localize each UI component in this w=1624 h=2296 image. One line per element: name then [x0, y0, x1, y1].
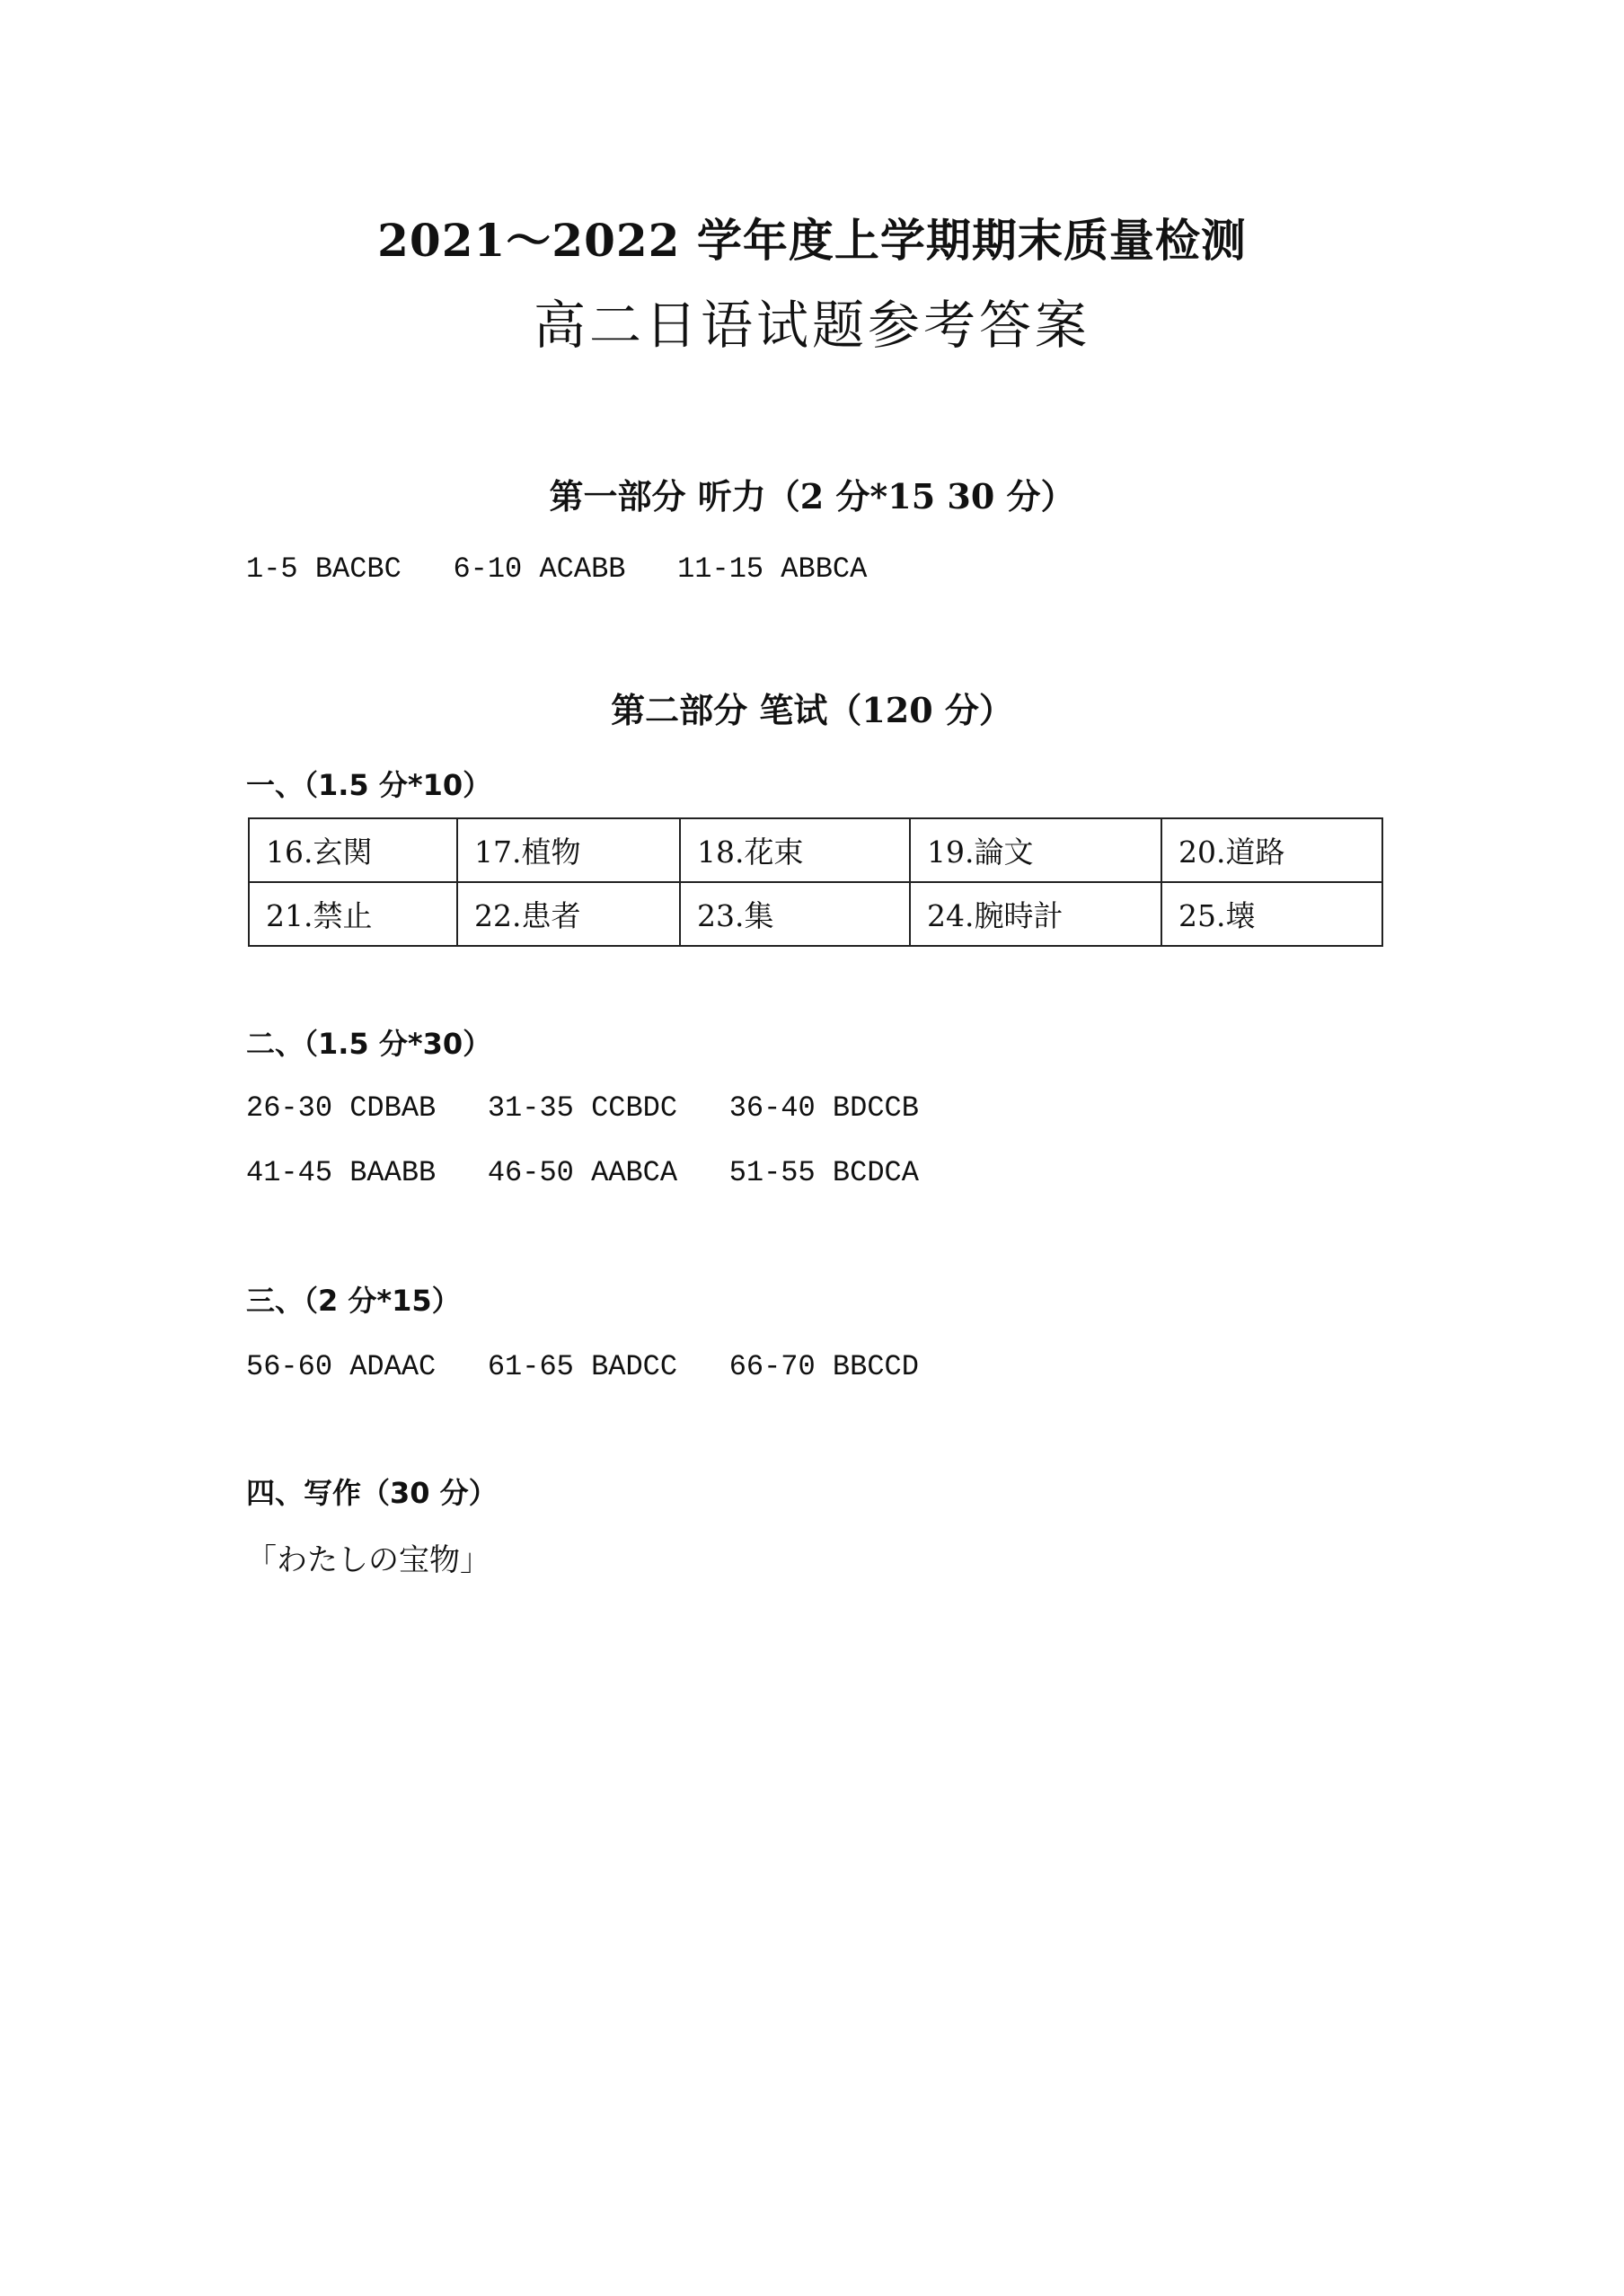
- vocab-answer-table: [248, 817, 1383, 947]
- table-cell: 18.花束: [680, 818, 910, 882]
- section1-heading: 一、（1.5 分*10）: [246, 768, 492, 802]
- section2-answers-line1: 26-30 CDBAB 31-35 CCBDC 36-40 BDCCB: [246, 1091, 919, 1125]
- table-cell: 20.道路: [1161, 818, 1382, 882]
- table-cell: 17.植物: [457, 818, 680, 882]
- table-cell: 22.患者: [457, 882, 680, 946]
- section2-answers-line2: 41-45 BAABB 46-50 AABCA 51-55 BCDCA: [246, 1156, 919, 1189]
- section4-heading: 四、写作（30 分）: [246, 1476, 498, 1510]
- table-row: [249, 882, 1382, 946]
- table-cell: 19.論文: [910, 818, 1161, 882]
- table-cell: 16.玄関: [249, 818, 457, 882]
- section3-answers-line1: 56-60 ADAAC 61-65 BADCC 66-70 BBCCD: [246, 1350, 919, 1383]
- table-cell: 21.禁止: [249, 882, 457, 946]
- document-title: 高二日语试题参考答案: [533, 295, 1090, 356]
- writing-prompt: 「わたしの宝物」: [246, 1542, 490, 1578]
- part2-heading: 第二部分 笔试（120 分）: [611, 690, 1013, 730]
- table-cell: 25.壊: [1161, 882, 1382, 946]
- table-cell: 24.腕時計: [910, 882, 1161, 946]
- exam-title: 2021～2022 学年度上学期期末质量检测: [377, 214, 1247, 267]
- section3-heading: 三、（2 分*15）: [246, 1284, 461, 1318]
- table-cell: 23.集: [680, 882, 910, 946]
- part1-heading: 第一部分 听力（2 分*15 30 分）: [549, 476, 1075, 517]
- section2-heading: 二、（1.5 分*30）: [246, 1027, 492, 1061]
- part1-answers: 1-5 BACBC 6-10 ACABB 11-15 ABBCA: [246, 552, 868, 586]
- table-row: [249, 818, 1382, 882]
